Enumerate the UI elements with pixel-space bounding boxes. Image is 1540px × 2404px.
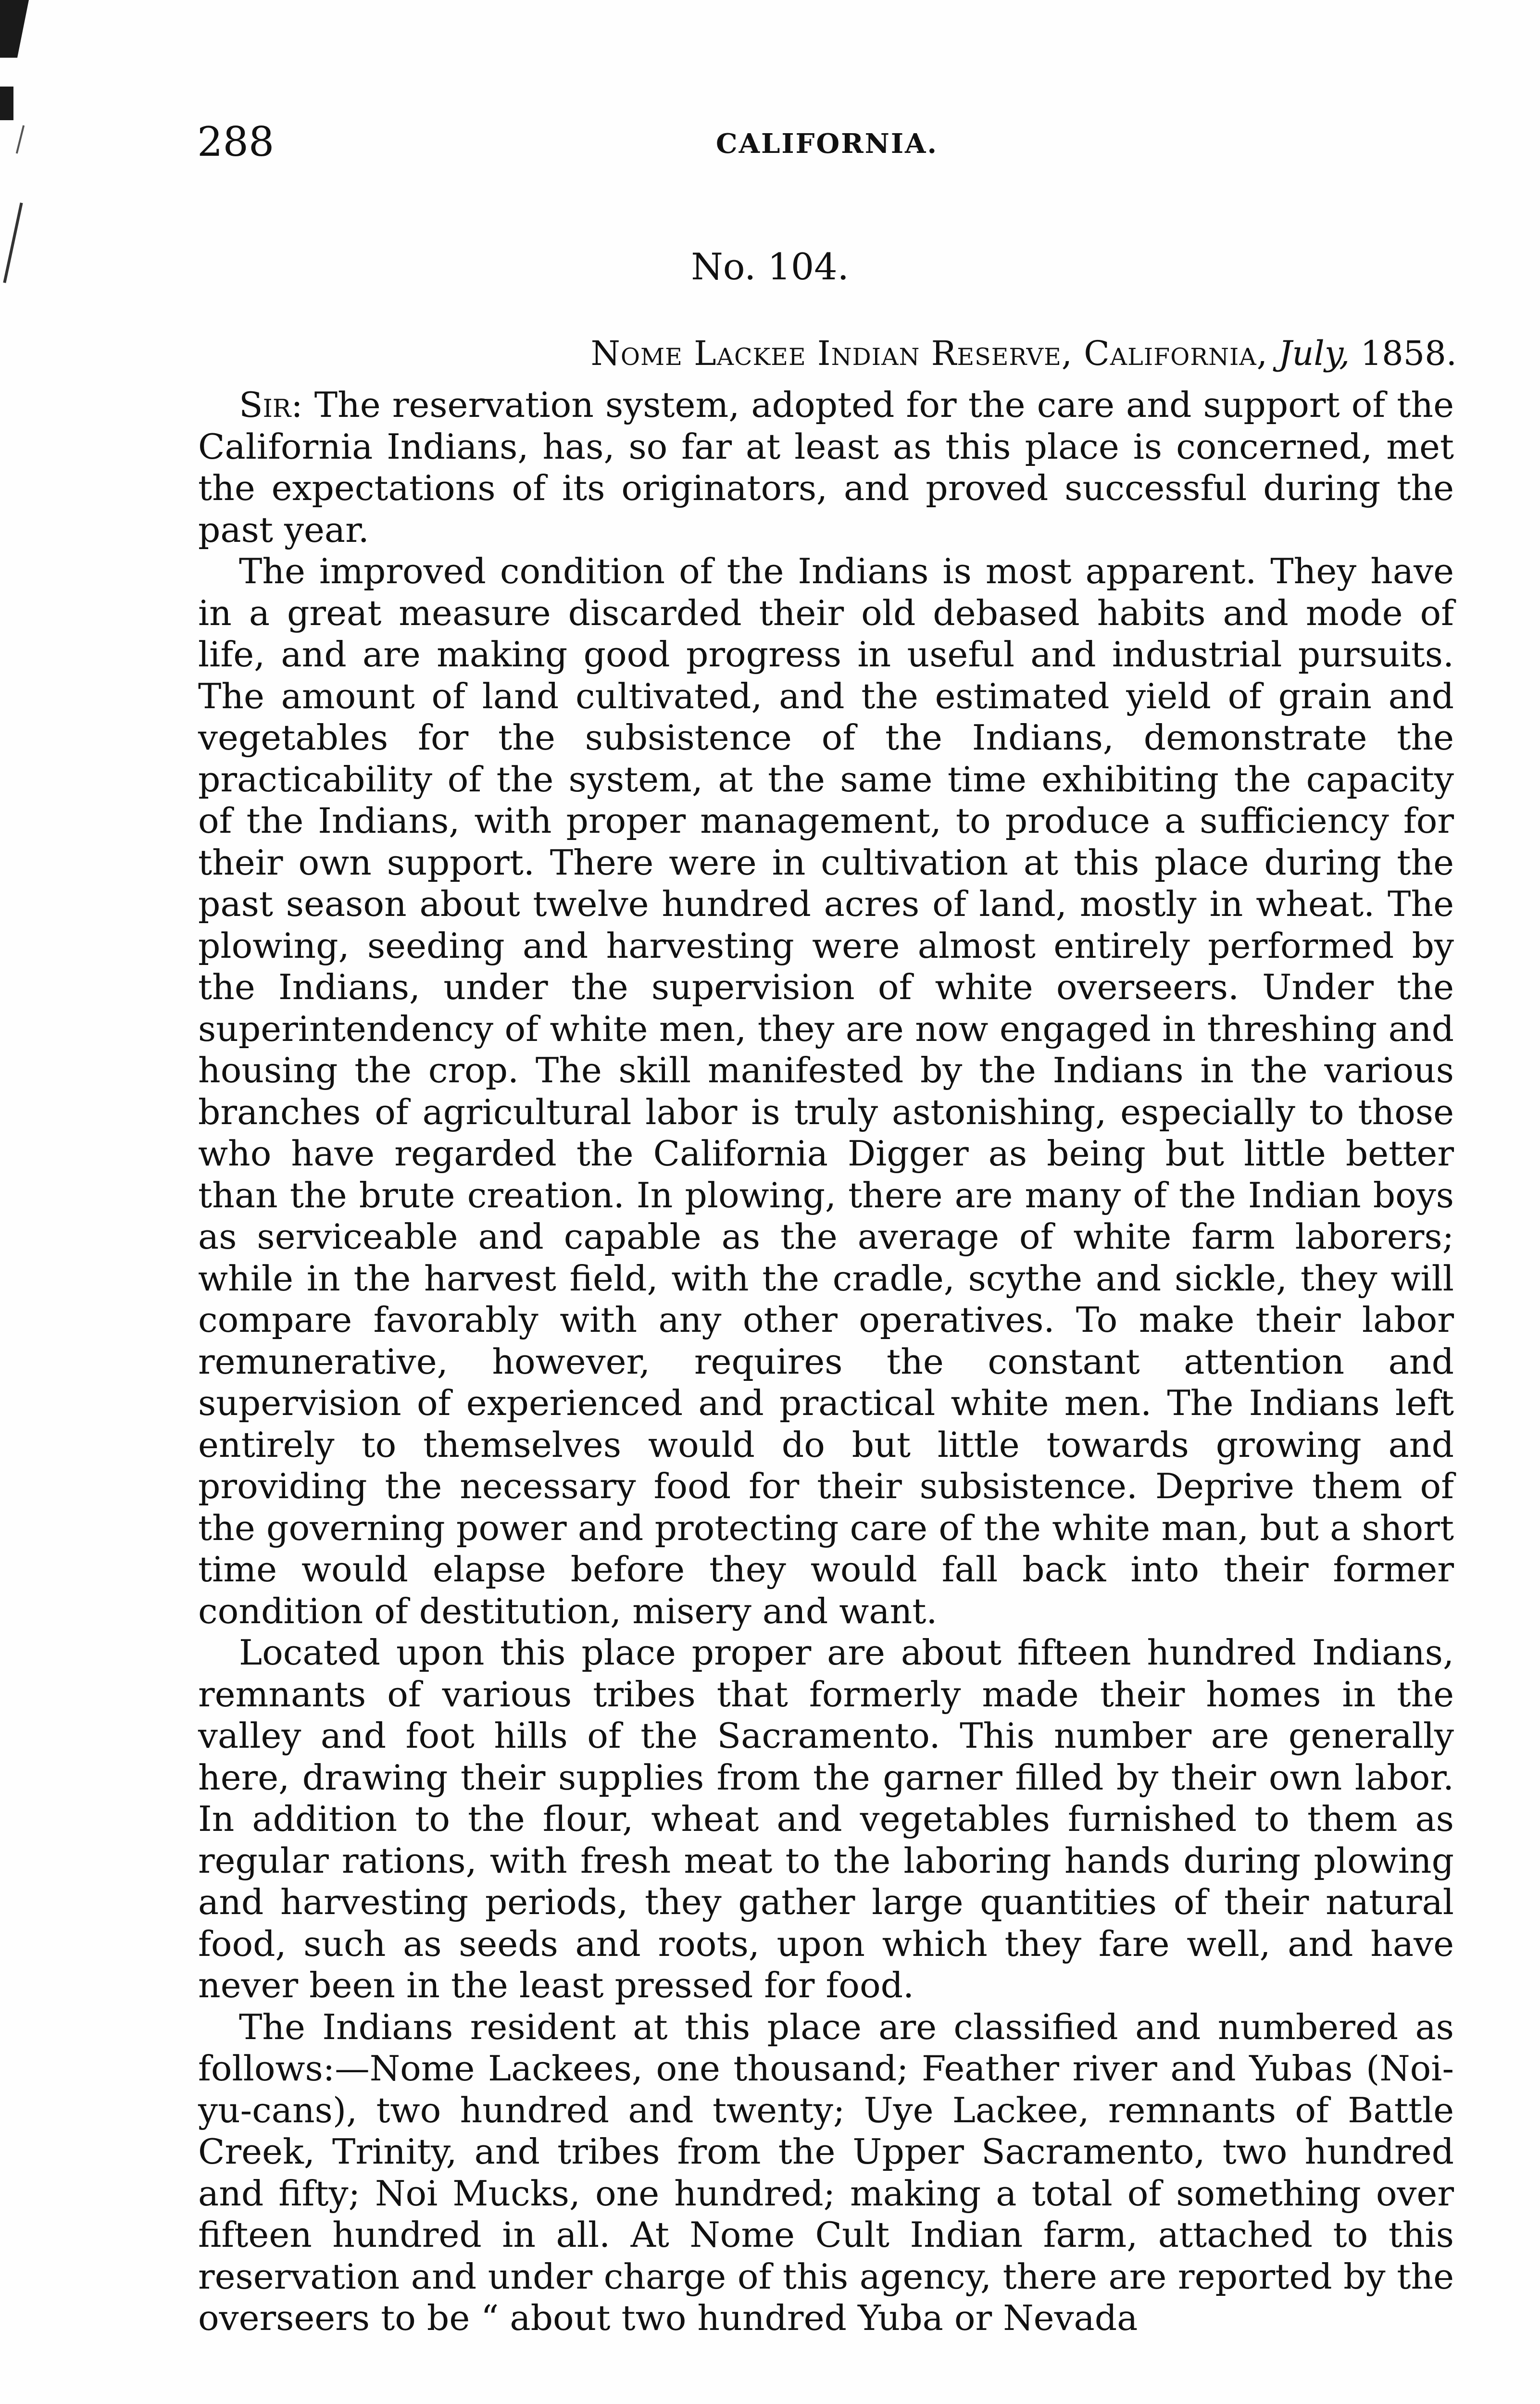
paragraph: The Indians resident at this place are classified and numbered as follows:—Nome Lackees, one thousand; Feather river and Yubas (Noi-yu-cans), two hundred and twenty; Uye Lackee, remnants of Battle Creek, Trinity, and tribes from the Upper Sacramento, two hundred and fifty; Noi Mucks, one hundred; making a total of something over fifteen hundred in all. At Nome Cult Indian farm, attached to this reservation and under charge of this agency, there are reported by the overseers to be “ about two hundred Yuba or Nevada: [198, 2007, 1454, 2339]
document-number: No. 104.: [691, 245, 849, 288]
dateline: [433, 329, 1457, 377]
scan-edge-mark: [0, 0, 29, 58]
dateline-place: Nome Lackee Indian Reserve, California,: [590, 334, 1268, 373]
letter-body: [198, 385, 1454, 2340]
paragraph: The improved condition of the Indians is most apparent. They have in a great measure discarded their old debased habits and mode of life, and are making good progress in useful and industrial pursuits. The amount of land cultivated, and the estimated yield of grain and vegetables for the subsistence of the Indians, demonstrate the practicability of the system, at the same time exhibiting the capacity of the Indians, with proper management, to produce a sufficiency for their own support. There were in cultivation at this place during the past season about twelve hundred acres of land, mostly in wheat. The plowing, seeding and harvesting were almost entirely performed by the Indians, under the supervision of white overseers. Under the superintendency of white men, they are now engaged in threshing and housing the crop. The skill manifested by the Indians in the various branches of agricultural labor is truly astonishing, especially to those who have regarded the California Digger as being but little better than the brute creation. In plowing, there are many of the Indian boys as serviceable and capable as the average of white farm laborers; while in the harvest field, with the cradle, scythe and sickle, they will compare favorably with any other operatives. To make their labor remunerative, however, requires the constant attention and supervision of experienced and practical white men. The Indians left entirely to themselves would do but little towards growing and providing the necessary food for their subsistence. Deprive them of the governing power and protecting care of the white man, but a short time would elapse before they would fall back into their former condition of destitution, misery and want.: [198, 551, 1454, 1632]
paragraph: [198, 385, 1454, 551]
dateline-month: July,: [1278, 334, 1350, 373]
salutation: Sir:: [239, 385, 303, 426]
page-header: [197, 115, 1457, 173]
running-head: CALIFORNIA.: [716, 128, 938, 160]
paragraph-text: The reservation system, adopted for the care and support of the California Indians, has, so far at least as this place is concerned, met the expectations of its originators, and proved successful during the past year.: [198, 385, 1454, 551]
page-number: 288: [197, 118, 275, 165]
scan-edge-mark: [16, 125, 25, 153]
dateline-year: 1858.: [1360, 334, 1457, 373]
scan-edge-mark: [0, 87, 13, 120]
paragraph: Located upon this place proper are about fifteen hundred Indians, remnants of various tribes that formerly made their homes in the valley and foot hills of the Sacramento. This number are generally here, drawing their supplies from the garner filled by their own labor. In addition to the flour, wheat and vegetables furnished to them as regular rations, with fresh meat to the laboring hands during plowing and harvesting periods, they gather large quantities of their natural food, such as seeds and roots, upon which they fare well, and have never been in the least pressed for food.: [198, 1633, 1454, 2006]
